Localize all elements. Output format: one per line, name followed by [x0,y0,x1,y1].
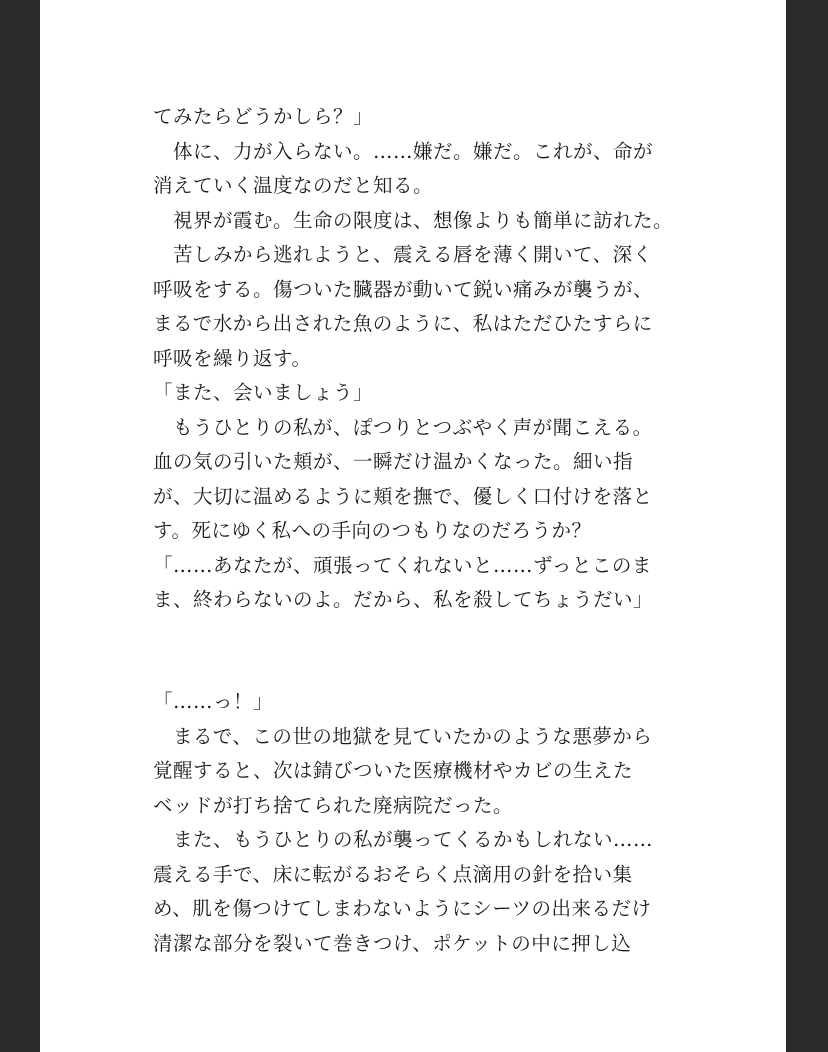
text-line: 呼吸をする。傷ついた臓器が動いて鋭い痛みが襲うが、 [153,277,654,301]
text-line: 呼吸を繰り返す。 [153,346,312,370]
text-line: 体に、力が入らない。……嫌だ。嫌だ。これが、命が [153,139,654,163]
text-line: まるで水から出された魚のように、私はただひたすらに [153,312,653,335]
text-line: また、もうひとりの私が襲ってくるかもしれない…… [153,828,654,851]
text-line: 消えていく温度なのだと知る。 [153,174,434,197]
text-line: 清潔な部分を裂いて巻きつけ、ポケットの中に押し込 [153,931,632,955]
text-line: 苦しみから逃れようと、震える唇を薄く開いて、深く [153,243,653,266]
text-block-1 [153,100,683,618]
text-line: 視界が霞む。生命の限度は、想像よりも簡単に訪れた。 [153,208,674,232]
text-line: す。死にゆく私への手向のつもりなのだろうか？ [153,519,592,542]
text-line: 「……っ！」 [153,690,274,713]
text-line: 震える手で、床に転がるおそらく点滴用の針を拾い集 [153,862,633,886]
text-line: 「また、会いましょう」 [153,381,374,404]
book-page[interactable] [40,0,786,1052]
text-line: 血の気の引いた頬が、一瞬だけ温かくなった。細い指 [153,450,634,473]
text-line: てみたらどうかしら？」 [153,105,374,128]
text-line: ベッドが打ち捨てられた廃病院だった。 [153,793,514,817]
text-line: 「……あなたが、頑張ってくれないと……ずっとこのま [153,553,652,577]
text-line: もうひとりの私が、ぽつりとつぶやく声が聞こえる。 [153,415,653,439]
text-line: 覚醒すると、次は錆びついた医療機材やカビの生えた [153,759,634,782]
text-line: ま、終わらないのよ。だから、私を殺してちょうだい」 [153,588,654,611]
text-line: まるで、この世の地獄を見ていたかのような悪夢から [153,724,653,748]
text-block-2 [153,685,683,961]
text-line: が、大切に温めるように頬を撫で、優しく口付けを落と [153,484,653,508]
text-line: め、肌を傷つけてしまわないようにシーツの出来るだけ [153,897,652,920]
